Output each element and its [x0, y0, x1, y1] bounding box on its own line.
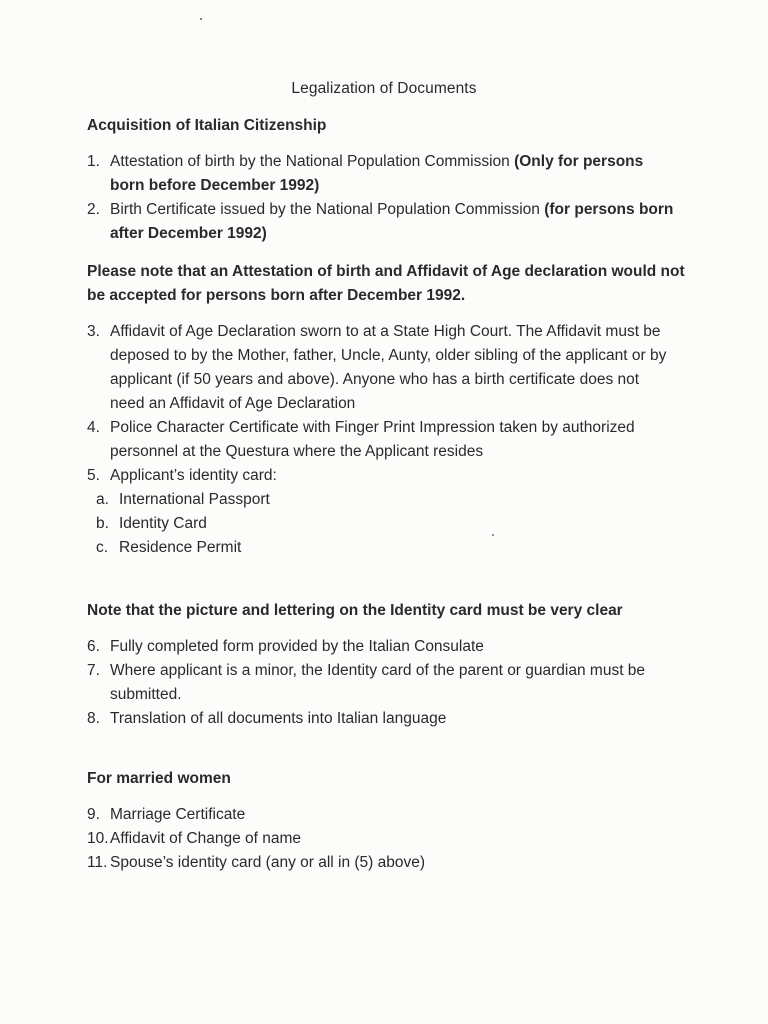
item-number: 2.: [87, 201, 100, 218]
item-number: 10.: [87, 830, 109, 847]
item-text: Police Character Certificate with Finger Print Impression taken by authorized personnel at the Questura where the Applicant resides: [110, 419, 635, 460]
sub-list-item: [0, 536, 768, 560]
item-text: Applicant’s identity card:: [110, 467, 277, 484]
sub-item-letter: c.: [96, 539, 109, 556]
note-birth-attestation: Please note that an Attestation of birth and Affidavit of Age declaration would not be accepted for persons born after December 1992.: [87, 263, 685, 304]
item-text: Birth Certificate issued by the National Population Commission: [110, 201, 545, 218]
sub-item-text: Residence Permit: [119, 539, 242, 556]
sub-list-item: [0, 512, 768, 536]
item-text: Where applicant is a minor, the Identity card of the parent or guardian must be submitted.: [110, 662, 646, 703]
sub-item-letter: b.: [96, 515, 109, 532]
item-text: Marriage Certificate: [110, 806, 246, 823]
scan-speck: [200, 18, 202, 20]
item-text: Affidavit of Age Declaration sworn to at a State High Court. The Affidavit must be deposed to by the Mother, father, Uncle, Aunty, older sibling of the applicant or by applicant (if 50 years and above). Anyone who has a birth certificate does not need an Affidavit of Age Declaration: [110, 323, 667, 412]
item-text: Translation of all documents into Italian language: [110, 710, 447, 727]
item-number: 8.: [87, 710, 100, 727]
list-item: [0, 707, 675, 731]
item-text-bold: (Only for persons born before December 1992): [110, 153, 644, 194]
item-number: 9.: [87, 806, 100, 823]
item-number: 1.: [87, 153, 100, 170]
document-title: Legalization of Documents: [291, 80, 477, 97]
item-number: 5.: [87, 467, 100, 484]
list-item: [0, 635, 675, 659]
section-heading-married-women: For married women: [87, 770, 231, 787]
item-text: Fully completed form provided by the Italian Consulate: [110, 638, 484, 655]
requirements-list-1: [0, 150, 768, 246]
sub-item-letter: a.: [96, 491, 109, 508]
requirements-list-4: [0, 803, 768, 875]
item-text: Affidavit of Change of name: [110, 830, 302, 847]
list-item: [0, 803, 675, 827]
item-number: 3.: [87, 323, 100, 340]
sub-item-text: International Passport: [119, 491, 270, 508]
list-item: [0, 416, 675, 464]
list-item: [0, 320, 675, 416]
item-number: 11.: [87, 854, 108, 871]
list-item: [0, 827, 675, 851]
item-text: Attestation of birth by the National Population Commission: [110, 153, 515, 170]
note-identity-card: Note that the picture and lettering on the Identity card must be very clear: [87, 602, 623, 619]
list-item: [0, 659, 675, 707]
item-number: 7.: [87, 662, 100, 679]
requirements-list-3: [0, 635, 768, 731]
item-text-bold: (for persons born after December 1992): [110, 201, 674, 242]
list-item: [0, 464, 675, 488]
item-text: Spouse’s identity card (any or all in (5) above): [110, 854, 426, 871]
sub-item-text: Identity Card: [119, 515, 207, 532]
list-item: [0, 150, 675, 198]
list-item: [0, 851, 675, 875]
list-item: [0, 198, 675, 246]
item-number: 6.: [87, 638, 100, 655]
item-number: 4.: [87, 419, 100, 436]
section-heading-acquisition: Acquisition of Italian Citizenship: [87, 117, 327, 134]
sub-list-item: [0, 488, 768, 512]
requirements-list-2: [0, 320, 768, 560]
